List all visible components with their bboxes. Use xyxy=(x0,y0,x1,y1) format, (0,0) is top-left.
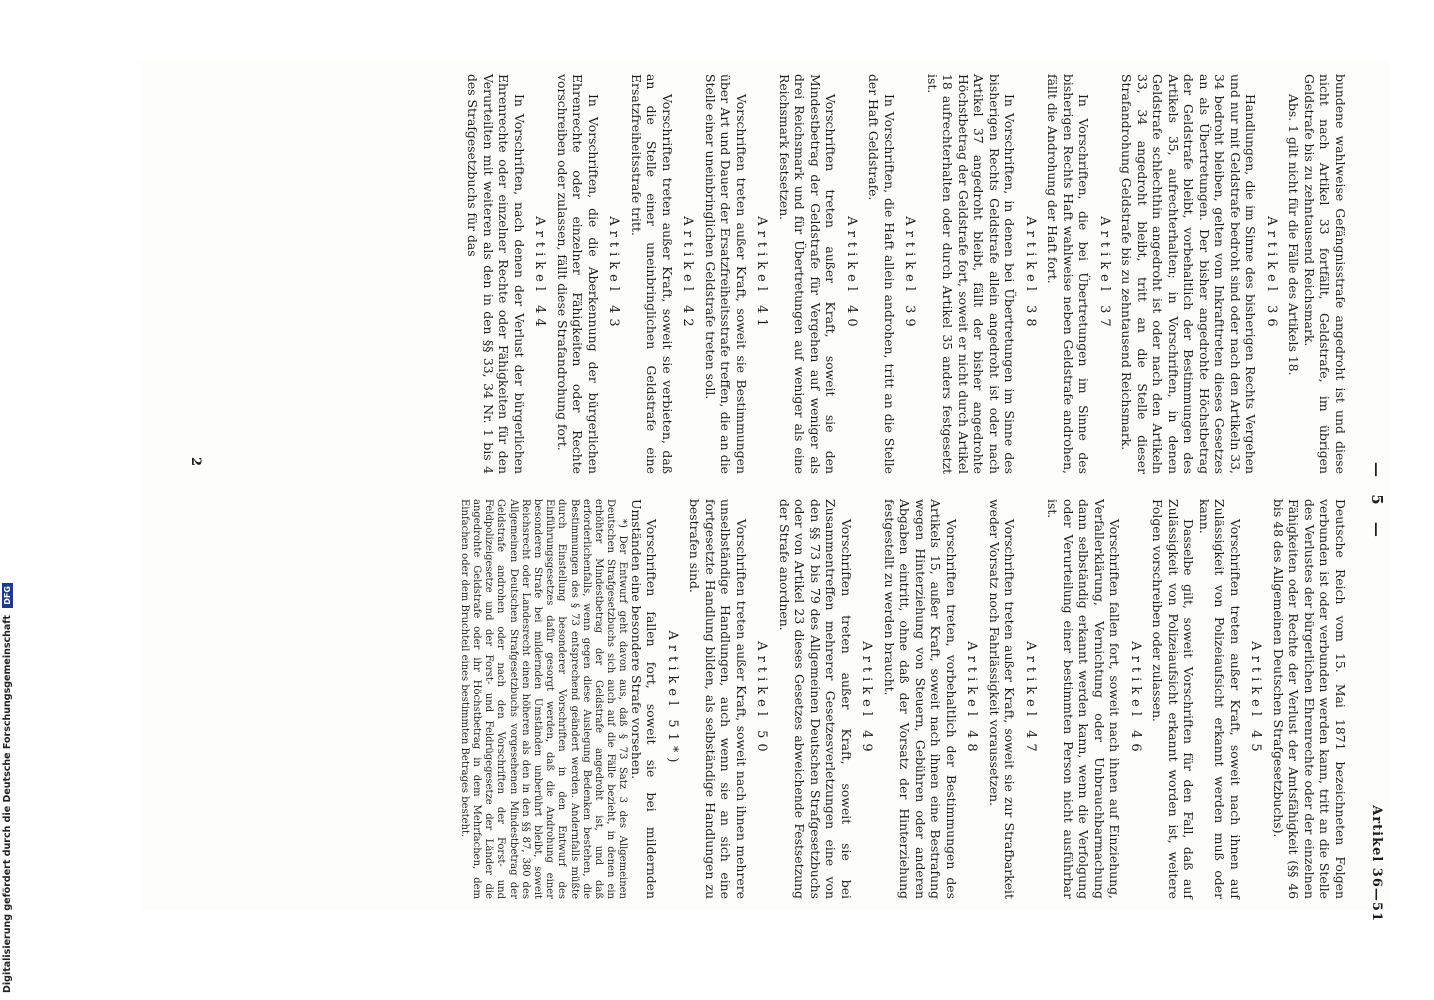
footnote: *) Der Entwurf geht davon aus, daß § 73 Satz 3 des Allgemeinen Deutschen Strafgesetzbuchs sich auch auf die Fälle bezieht, in denen ein erhöhter Mindestbetrag der Geldstrafe angedroht ist, und daß erforderlichenfalls, wenn gegen diese Auslegung Bedenken bestehen, die Bestimmungen des § 73 entsprechend geändert werden. Andernfalls müßte durch Einstellung besonderer Vorschriften in den Entwurf des Einführungsgesetzes dafür gesorgt werden, daß die Androhung einer besonderen Strafe bei mildernden Umständen unberührt bleibt, soweit Reichsrecht oder Landesrecht einen höheren als den in den §§ 87, 380 des Allgemeinen Deutschen Strafgesetzbuchs vorgesehenen Mindestbetrag der Geldstrafe androhen oder nach den Vorschriften der Forst- und Feldpolizeigesetze und der Forst- und Feldrügegesetze der Länder die angedrohte Geldstrafe oder ihr Höchstbetrag in dem Mehrfachen, dem Einfachen oder dem Bruchteil eines bestimmten Betrages besteht. xyxy=(458,499,629,899)
article-heading: Artikel 40 xyxy=(844,216,859,332)
article-heading: Artikel 44 xyxy=(532,216,548,332)
right-column xyxy=(458,499,1348,899)
article-heading: Artikel 49 xyxy=(859,641,875,757)
paragraph: Vorschriften fallen fort, soweit nach ihnen auf Einziehung, Verfallerklärung, Vernichtung oder Unbrauchbarmachung dann selbständig erkannt werden kann, wenn die Verfolgung oder Verurteilung einer bestimmten Person nicht ausführbar ist. xyxy=(1045,499,1123,899)
credit-text: Digitalisierung gefördert durch die Deutsche Forschungsgemeinschaft xyxy=(2,615,13,993)
paragraph: Vorschriften treten außer Kraft, soweit sie verbieten, daß an die Stelle einer uneinbringlichen Geldstrafe eine Ersatzfreiheitsstrafe tritt. xyxy=(629,74,675,474)
article-heading: Artikel 37 xyxy=(1097,216,1112,332)
paragraph: Handlungen, die im Sinne des bisherigen Rechts Vergehen und nur mit Geldstrafe bedroht sind oder nach den Artikeln 33, 34 bedroht bleiben, gelten vom Inkrafttreten dieses Gesetzes an als Übertretungen. Der bisher angedrohte Höchstbetrag der Geldstrafe bleibt, vorbehaltlich der Bestimmungen des Artikels 35, aufrechterhalten; in Vorschriften, in denen Geldstrafe schlechthin angedroht ist oder nach den Artikeln 33, 34 angedroht bleibt, tritt an die Stelle dieser Strafandrohung Geldstrafe bis zu zehntausend Reichsmark. xyxy=(1119,74,1259,474)
article-heading: Artikel 48 xyxy=(964,641,980,757)
article-heading: Artikel 43 xyxy=(606,216,622,332)
article-heading: Artikel 46 xyxy=(1128,641,1143,757)
article-heading: Artikel 39 xyxy=(902,216,918,332)
running-head: Artikel 36—51 xyxy=(1369,805,1384,922)
article-heading: Artikel 47 xyxy=(1023,641,1038,757)
page-header xyxy=(1358,52,1388,932)
paragraph: In Vorschriften, die Haft allein androhen, tritt an die Stelle der Haft Geldstrafe. xyxy=(866,74,897,474)
paragraph: Vorschriften treten außer Kraft, soweit nach ihnen mehrere unselbständige Handlungen, auch wenn sie an sich eine fortgesetzte Handlung bilden, als selbständige Handlungen zu bestrafen sind. xyxy=(687,499,749,899)
paragraph: Vorschriften treten außer Kraft, soweit sie bei Zusammentreffen mehrerer Gesetzesverletzungen eine von den §§ 73 bis 79 des Allgemeinen Deutschen Strafgesetzbuchs oder von Artikel 23 dieses Gesetzes abweichende Festsetzung der Strafe anordnen. xyxy=(777,499,854,899)
article-heading: Artikel 41 xyxy=(754,216,770,332)
paragraph: Deutsche Reich vom 15. Mai 1871 bezeichneten Folgen verbunden ist oder verbunden werden kann, tritt an die Stelle des Verlustes der bürgerlichen Ehrenrechte oder der einzelnen Fähigkeiten oder Rechte der Verlust der Amtsfähigkeit (§§ 46 bis 48 des Allgemeinen Deutschen Strafgesetzbuchs). xyxy=(1271,499,1348,899)
signature-mark: 2 xyxy=(188,457,203,467)
dfg-credit xyxy=(2,583,13,993)
article-heading: Artikel 50 xyxy=(754,641,770,757)
paragraph: Abs. 1 gilt nicht für die Fälle des Artikels 18. xyxy=(1286,94,1302,376)
article-heading: Artikel 45 xyxy=(1248,641,1264,757)
paragraph: In Vorschriften, in denen bei Übertretungen im Sinne des bisherigen Rechts Geldstrafe allein angedroht ist oder nach Artikel 37 angedroht bleibt, fällt der bisher angedrohte Höchstbetrag der Geldstrafe fort, soweit er nicht durch Artikel 18 aufrechterhalten oder durch Artikel 35 anders festgesetzt ist. xyxy=(925,74,1018,474)
paragraph: Vorschriften fallen fort, soweit sie bei mildernden Umständen eine besondere Strafe vorsehen. xyxy=(629,499,660,899)
paragraph: Vorschriften treten außer Kraft, soweit sie Bestimmungen über Art und Dauer der Ersatzfreiheitsstrafe treffen, die an die Stelle einer uneinbringlichen Geldstrafe treten soll. xyxy=(703,74,749,474)
paragraph: Vorschriften treten außer Kraft, soweit sie den Mindestbetrag der Geldstrafe für Vergehen auf weniger als drei Reichsmark und für Übertretungen auf weniger als eine Reichsmark festsetzen. xyxy=(777,74,839,474)
left-column xyxy=(465,74,1348,474)
paragraph: In Vorschriften, nach denen der Verlust der bürgerlichen Ehrenrechte oder einzelner Rechte oder Fähigkeiten für den Verurteilten mit weiteren als den in den §§ 33, 34 Nr. 1 bis 4 des Strafgesetzbuchs für das xyxy=(465,74,527,474)
article-heading: Artikel 38 xyxy=(1023,216,1038,332)
dfg-logo-icon: DFG xyxy=(2,583,13,608)
paragraph: Vorschriften treten, vorbehaltlich der Bestimmungen des Artikels 15, außer Kraft, soweit nach ihnen eine Bestrafung wegen Hinterziehung von Steuern, Gebühren oder anderen Abgaben eintritt, ohne daß der Vorsatz der Hinterziehung festgestellt zu werden braucht. xyxy=(882,499,959,899)
paragraph: In Vorschriften, die bei Übertretungen im Sinne des bisherigen Rechts Haft wahlweise neben Geldstrafe androhen, fällt die Androhung der Haft fort. xyxy=(1045,74,1092,474)
article-heading: Artikel 36 xyxy=(1264,216,1279,332)
paragraph: Vorschriften treten außer Kraft, soweit sie zur Strafbarkeit weder Vorsatz noch Fahrlässigkeit voraussetzen. xyxy=(987,499,1018,899)
paragraph: In Vorschriften, die die Aberkennung der bürgerlichen Ehrenrechte oder einzelner Fähigkeiten oder Rechte vorschreiben oder zulassen, fällt diese Strafandrohung fort. xyxy=(555,74,601,474)
article-heading: Artikel 51*) xyxy=(665,630,680,768)
paragraph: Vorschriften treten außer Kraft, soweit nach ihnen auf Zulässigkeit von Polizeiaufsicht erkannt werden muß oder kann. xyxy=(1197,499,1243,899)
paragraph: Dasselbe gilt, soweit Vorschriften für den Fall, daß auf Zulässigkeit von Polizeiaufsicht erkannt worden ist, weitere Folgen vorschreiben oder zulassen. xyxy=(1150,499,1197,899)
paragraph: bundene wahlweise Gefängnisstrafe angedroht ist und diese nicht nach Artikel 33 fortfällt, Geldstrafe, im übrigen Geldstrafe bis zu zehntausend Reichsmark. xyxy=(1302,74,1348,474)
article-heading: Artikel 42 xyxy=(680,216,696,332)
rotated-page xyxy=(148,52,1388,932)
page-number: — 5 — xyxy=(1368,462,1386,543)
